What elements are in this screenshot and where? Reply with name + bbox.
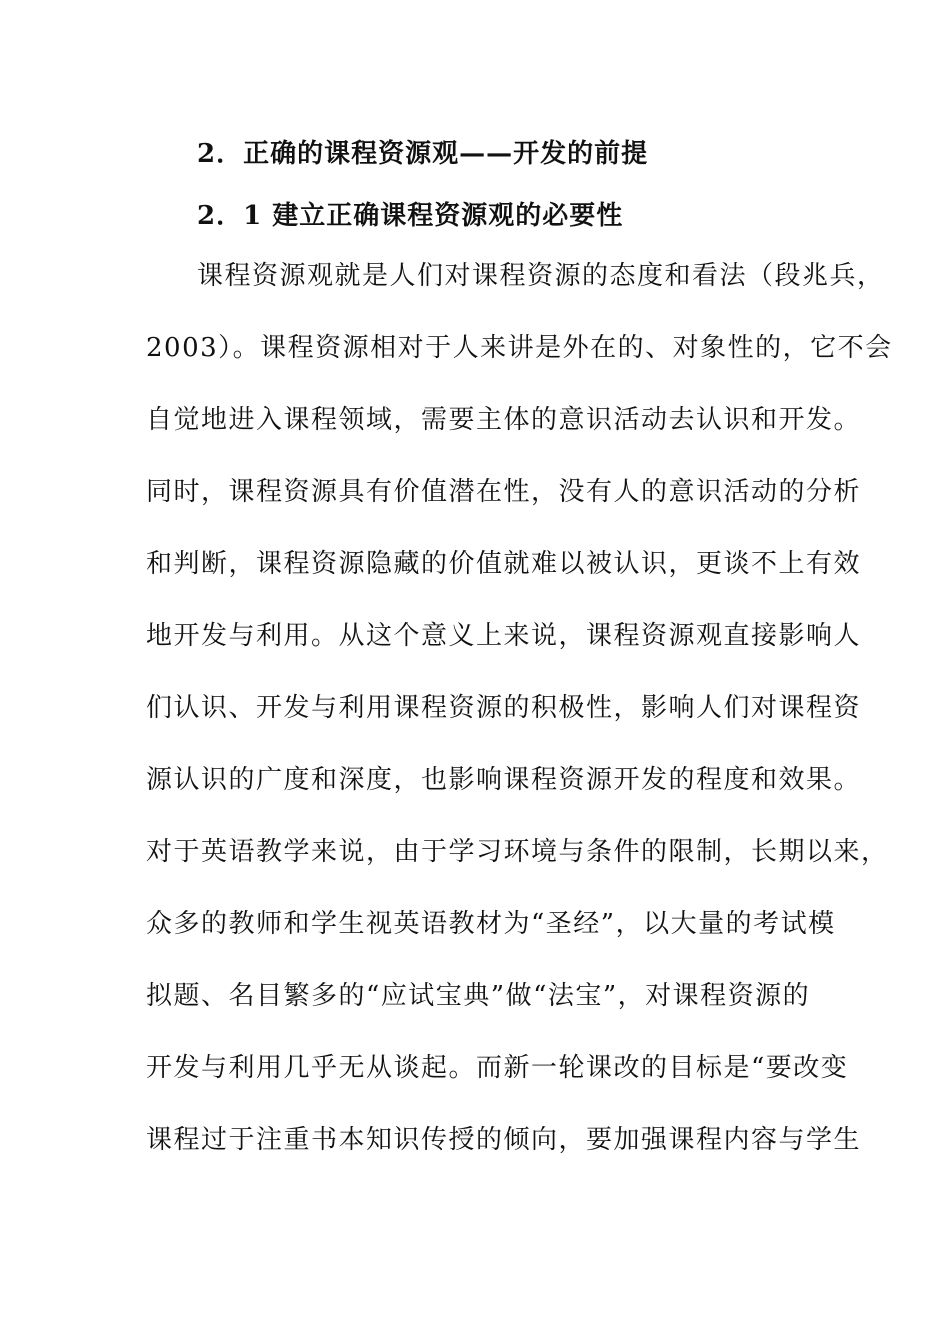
paragraph-line: 众多的教师和学生视英语教材为“圣经”，以大量的考试模 xyxy=(146,909,836,939)
subsection-heading: 2．1 建立正确课程资源观的必要性 xyxy=(197,201,624,231)
paragraph-line: 和判断，课程资源隐藏的价值就难以被认识，更谈不上有效 xyxy=(146,549,862,579)
paragraph-line: 拟题、名目繁多的“应试宝典”做“法宝”，对课程资源的 xyxy=(146,981,811,1011)
paragraph-line: 对于英语教学来说，由于学习环境与条件的限制，长期以来， xyxy=(146,837,889,867)
section-heading: 2．正确的课程资源观——开发的前提 xyxy=(197,139,649,169)
paragraph-line: 地开发与利用。从这个意义上来说，课程资源观直接影响人 xyxy=(146,621,862,651)
paragraph-line: 2003）。课程资源相对于人来讲是外在的、对象性的，它不会 xyxy=(146,333,893,363)
paragraph-line: 同时，课程资源具有价值潜在性，没有人的意识活动的分析 xyxy=(146,477,862,507)
paragraph-line: 们认识、开发与利用课程资源的积极性，影响人们对课程资 xyxy=(146,693,862,723)
paragraph-line: 开发与利用几乎无从谈起。而新一轮课改的目标是“要改变 xyxy=(146,1053,849,1083)
paragraph-line: 课程资源观就是人们对课程资源的态度和看法（段兆兵， xyxy=(197,261,885,291)
body-paragraph xyxy=(146,256,893,1192)
paragraph-line: 自觉地进入课程领域，需要主体的意识活动去认识和开发。 xyxy=(146,405,862,435)
paragraph-line: 源认识的广度和深度，也影响课程资源开发的程度和效果。 xyxy=(146,765,862,795)
paragraph-line: 课程过于注重书本知识传授的倾向，要加强课程内容与学生 xyxy=(146,1125,862,1155)
